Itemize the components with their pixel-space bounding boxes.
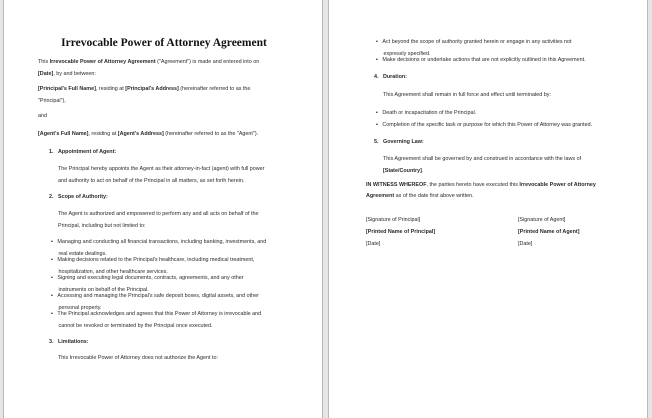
limitations-list	[376, 37, 586, 67]
principal-paragraph: [Principal's Full Name], residing at [Principal's Address] (hereinafter referred to as the "Principal"),	[38, 86, 251, 104]
section-4-text: This Agreement shall remain in full force and effect until terminated by:	[383, 92, 551, 98]
section-2-text: The Agent is authorized and empowered to perform any and all acts on behalf of the Principal, including but not limited to:	[58, 211, 259, 229]
list-item: ▪ Accessing and managing the Principal's safe deposit boxes, digital assets, and other personal property.	[51, 293, 259, 311]
document-page-2	[328, 0, 648, 418]
agent-signature-block	[518, 214, 580, 250]
section-3-text: This Irrevocable Power of Attorney does not authorize the Agent to:	[58, 355, 219, 361]
section-1-heading: 1. Appointment of Agent:	[49, 149, 117, 155]
agent-printed-name: [Printed Name of Agent]	[518, 229, 580, 235]
section-3-heading: 3. Limitations:	[49, 339, 89, 345]
section-4-heading: 4. Duration:	[374, 74, 407, 80]
list-item: ▪ Make decisions or undertake actions that are not explicitly outlined in this Agreement.	[376, 57, 586, 63]
list-item: ▪ Signing and executing legal documents, contracts, agreements, and any other instruments on behalf of the Principal.	[51, 275, 244, 293]
principal-printed-name: [Printed Name of Principal]	[366, 229, 436, 235]
section-1-text: The Principal hereby appoints the Agent as their attorney-in-fact (agent) with full power and authority to act on behalf of the Principal in all matters, as set forth herein.	[58, 166, 265, 184]
agent-date: [Date]	[518, 241, 533, 247]
witness-paragraph: IN WITNESS WHEREOF, the parties hereto have executed this Irrevocable Power of Attorney Agreement as of the date first above written.	[366, 182, 596, 199]
section-2-heading: 2. Scope of Authority:	[49, 194, 108, 200]
document-page-1	[3, 0, 323, 418]
intro-paragraph: This Irrevocable Power of Attorney Agreement ("Agreement") is made and entered into on [Date], by and between:	[38, 59, 260, 77]
list-item: ▪ Act beyond the scope of authority granted herein or engage in any activities not expressly specified.	[376, 39, 572, 57]
agent-paragraph: [Agent's Full Name], residing at [Agent's Address] (hereinafter referred to as the "Agent").	[38, 131, 259, 137]
principal-signature-line: [Signature of Principal]	[366, 217, 421, 223]
principal-date: [Date]	[366, 241, 381, 247]
bullet-list	[51, 237, 266, 332]
principal-signature-block	[366, 214, 435, 250]
list-item: ▪ Completion of the specific task or purpose for which this Power of Attorney was granted.	[376, 121, 593, 128]
section-5-heading: 5. Governing Law:	[374, 139, 424, 145]
list-item: ▪ Managing and conducting all financial transactions, including banking, investments, and real estate dealings.	[51, 239, 267, 257]
list-item: ▪ Death or incapacitation of the Principal.	[376, 110, 477, 116]
list-item: ▪ Making decisions related to the Principal's healthcare, including medical treatment, hospitalization, and other healthcare services.	[51, 257, 255, 275]
agent-signature-line: [Signature of Agent]	[518, 217, 566, 223]
duration-list	[376, 108, 592, 131]
document-title: Irrevocable Power of Attorney Agreement	[61, 37, 267, 49]
list-item: ▪ The Principal acknowledges and agrees that this Power of Attorney is irrevocable and cannot be revoked or terminated by the Principal once executed.	[51, 311, 262, 329]
and-text: and	[38, 113, 47, 119]
section-5-text: This Agreement shall be governed by and construed in accordance with the laws of [State/Country].	[383, 156, 582, 174]
